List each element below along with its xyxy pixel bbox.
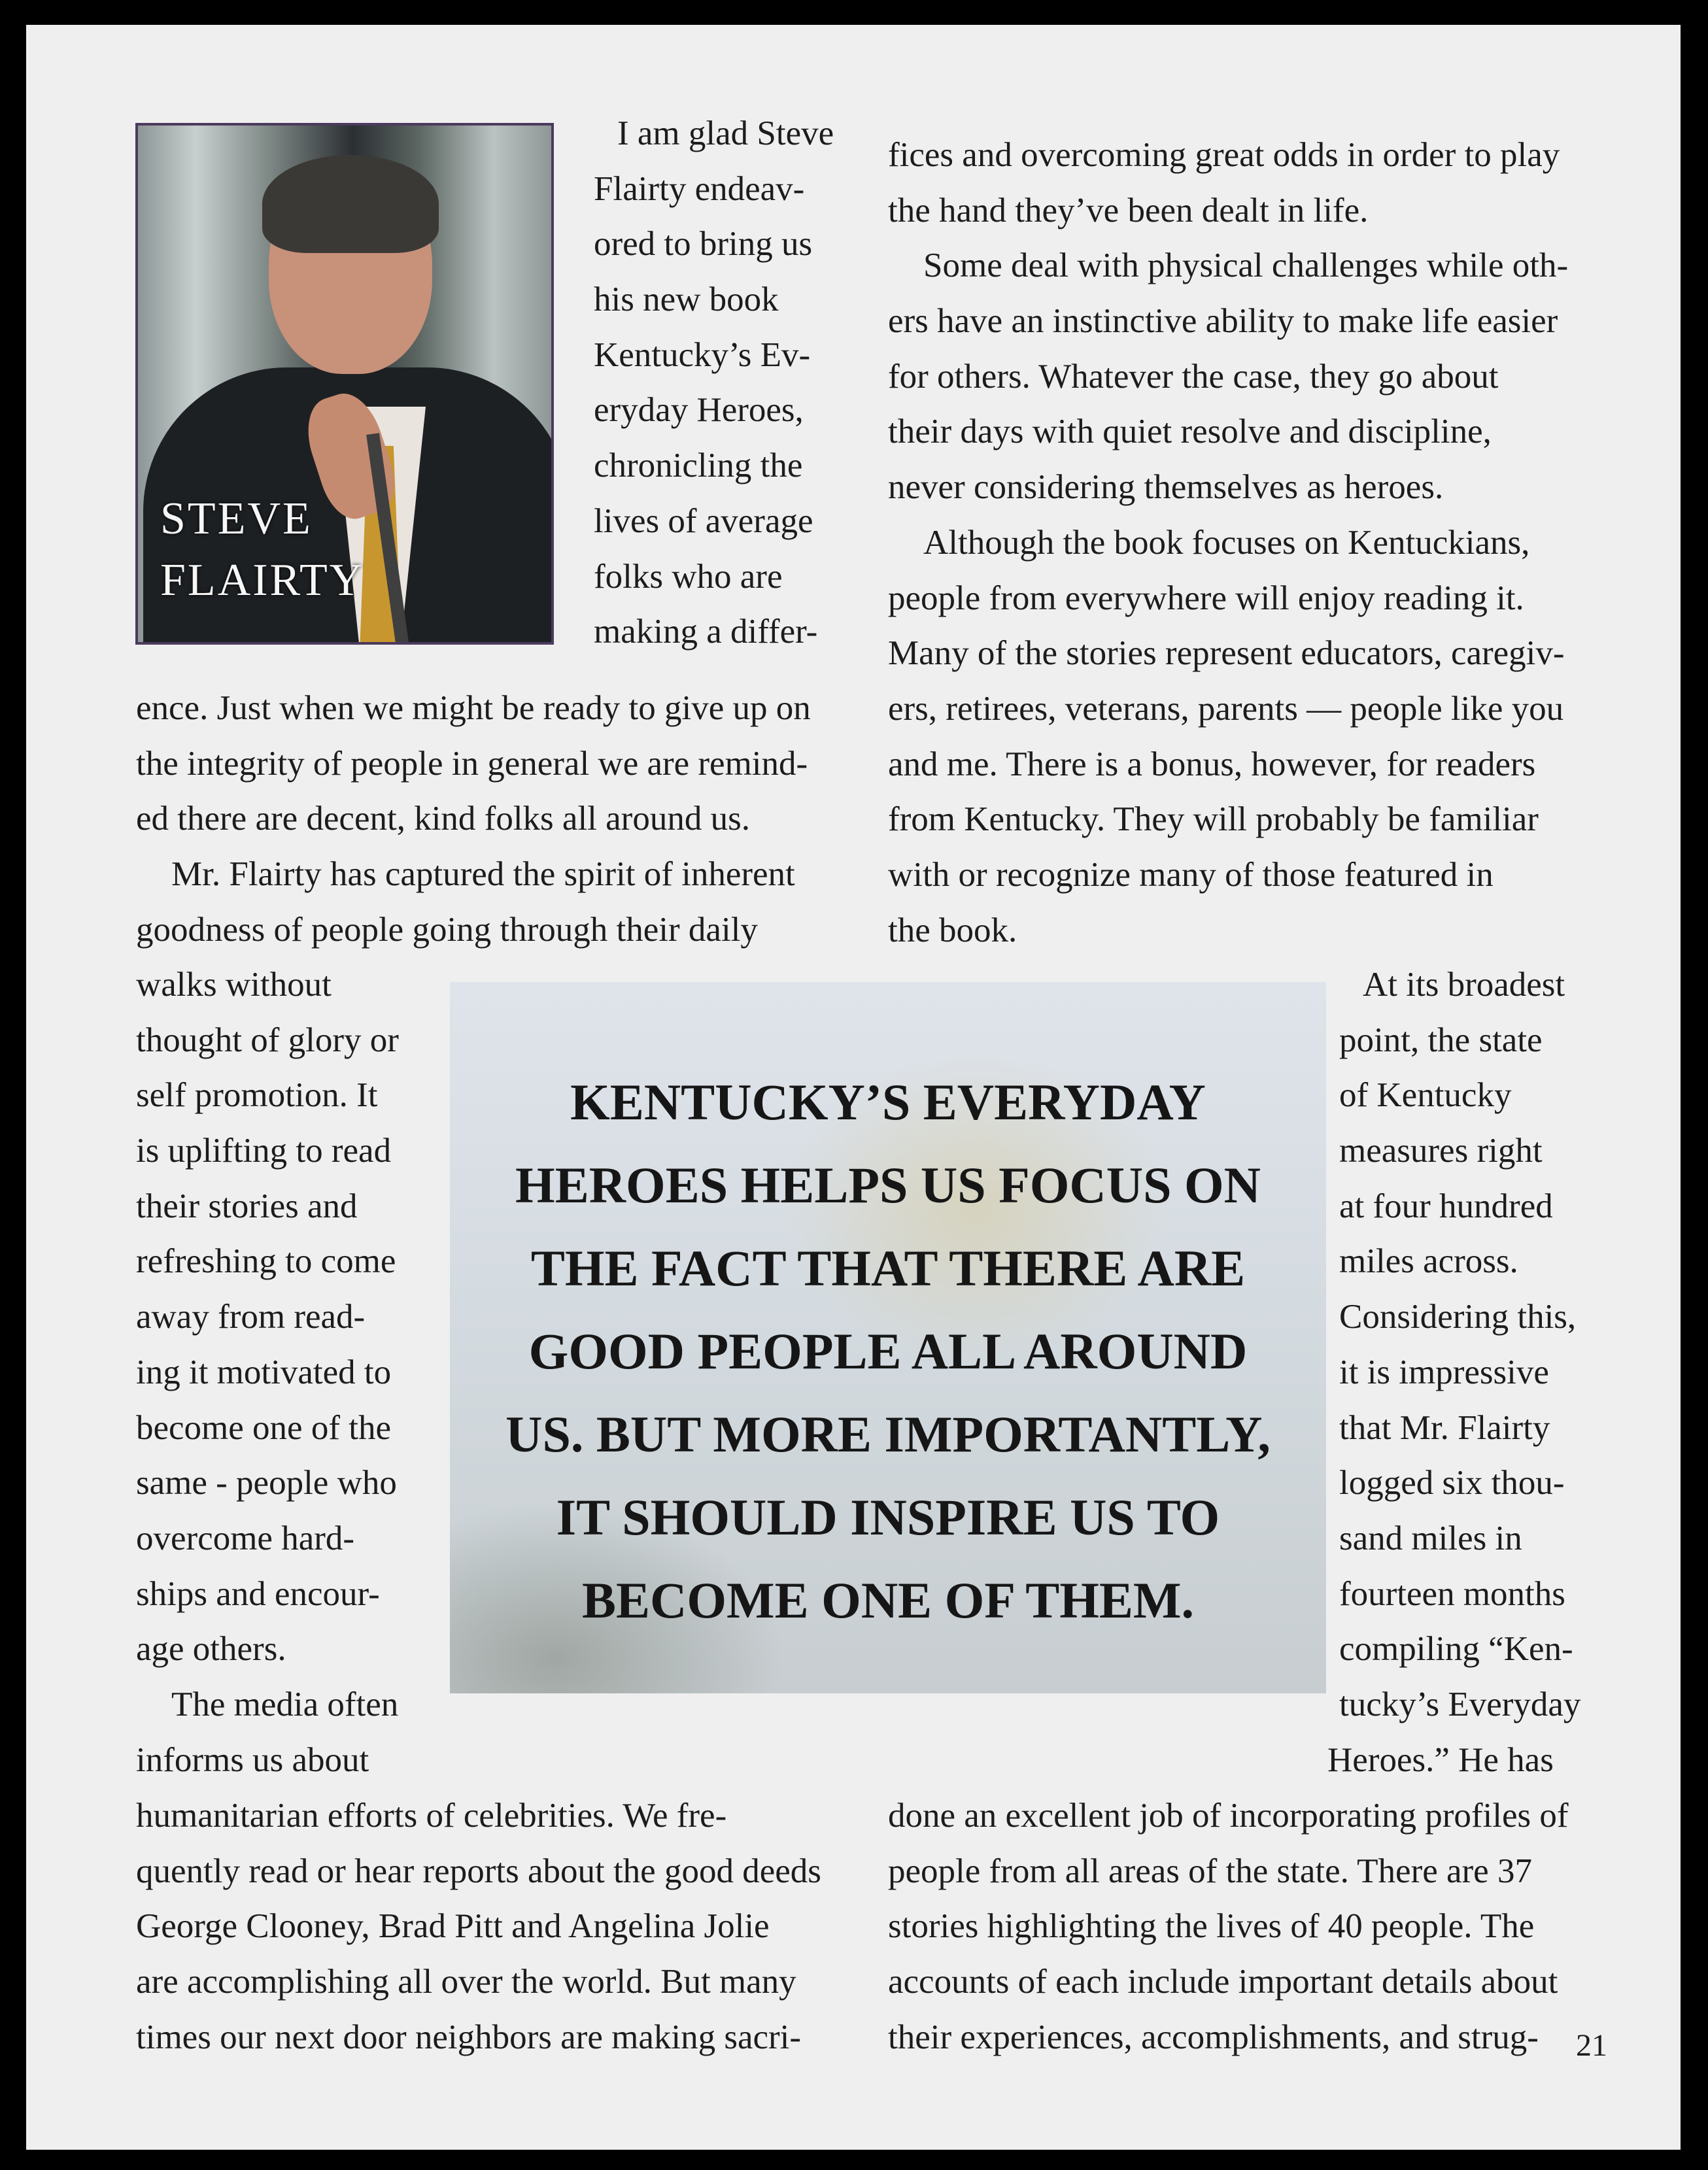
text-line: with or recognize many of those featured in bbox=[888, 855, 1494, 894]
pull-quote-line: IT SHOULD INSPIRE US TO bbox=[556, 1489, 1220, 1546]
text-line: become one of the bbox=[136, 1408, 391, 1447]
column-2-bottom bbox=[888, 1788, 1569, 2065]
text-line: compiling “Ken- bbox=[1339, 1630, 1573, 1669]
text-line: ers, retirees, veterans, parents — people like you bbox=[888, 689, 1564, 728]
text-line: Flairty endeav- bbox=[594, 169, 805, 208]
text-line: folks who are bbox=[594, 557, 783, 596]
text-line: Some deal with physical challenges while oth- bbox=[923, 246, 1569, 285]
text-line: that Mr. Flairty bbox=[1339, 1408, 1550, 1447]
text-line: Mr. Flairty has captured the spirit of inherent bbox=[171, 855, 795, 894]
text-line: fices and overcoming great odds in order to play bbox=[888, 136, 1560, 174]
text-line: lives of average bbox=[594, 501, 813, 540]
text-line: their experiences, accomplishments, and strug- bbox=[888, 2018, 1539, 2056]
text-line: chronicling the bbox=[594, 447, 803, 485]
column-1-full-width-b bbox=[136, 1788, 821, 2065]
text-line: accounts of each include important details about bbox=[888, 1963, 1558, 2001]
text-line: is uplifting to read bbox=[136, 1132, 392, 1170]
column-1-full-width-a bbox=[136, 681, 811, 957]
pull-quote-line: HEROES HELPS US FOCUS ON bbox=[515, 1157, 1261, 1213]
author-photo bbox=[135, 123, 554, 645]
pull-quote-line: THE FACT THAT THERE ARE bbox=[530, 1240, 1246, 1297]
text-line: ored to bring us bbox=[594, 225, 813, 263]
text-line: it is impressive bbox=[1339, 1353, 1549, 1391]
text-line: informs us about bbox=[136, 1740, 369, 1779]
text-line: Although the book focuses on Kentuckians, bbox=[923, 523, 1530, 562]
text-line: ing it motivated to bbox=[136, 1353, 392, 1391]
text-line: making a differ- bbox=[594, 613, 818, 651]
text-line: done an excellent job of incorporating profiles of bbox=[888, 1797, 1569, 1835]
text-line: people from everywhere will enjoy reading it. bbox=[888, 579, 1524, 617]
text-line: The media often bbox=[171, 1685, 399, 1723]
pull-quote-line: US. BUT MORE IMPORTANTLY, bbox=[505, 1406, 1271, 1463]
text-line: self promotion. It bbox=[136, 1076, 378, 1115]
text-line: ence. Just when we might be ready to give up on bbox=[136, 689, 811, 727]
text-line: are accomplishing all over the world. But many bbox=[136, 1963, 796, 2001]
pull-quote-text bbox=[450, 1060, 1326, 1642]
caption-line-2: FLAIRTY bbox=[160, 555, 365, 605]
text-line: Heroes.” He has bbox=[1327, 1740, 1554, 1779]
text-line: quently read or hear reports about the good deeds bbox=[136, 1852, 821, 1890]
text-line: measures right bbox=[1339, 1132, 1543, 1170]
text-line: the hand they’ve been dealt in life. bbox=[888, 191, 1369, 229]
text-line: eryday Heroes, bbox=[594, 391, 804, 430]
magazine-page bbox=[26, 25, 1681, 2150]
text-line: refreshing to come bbox=[136, 1242, 396, 1281]
text-line: and me. There is a bonus, however, for readers bbox=[888, 745, 1536, 783]
text-line: the book. bbox=[888, 911, 1017, 949]
photo-hair bbox=[262, 155, 439, 253]
text-line: walks without bbox=[136, 966, 332, 1004]
text-line: logged six thou- bbox=[1339, 1464, 1565, 1502]
text-line: away from read- bbox=[136, 1298, 366, 1336]
column-2-narrow bbox=[1327, 957, 1581, 1788]
text-line: Considering this, bbox=[1339, 1298, 1577, 1336]
text-line: times our next door neighbors are making sacri- bbox=[136, 2018, 802, 2056]
caption-line-1: STEVE bbox=[160, 494, 313, 544]
text-line: the integrity of people in general we are remind- bbox=[136, 744, 808, 783]
column-1-beside-photo bbox=[594, 106, 834, 660]
pull-quote-line: GOOD PEOPLE ALL AROUND bbox=[528, 1323, 1248, 1380]
photo-caption bbox=[160, 488, 364, 611]
text-line: thought of glory or bbox=[136, 1021, 399, 1059]
text-line: stories highlighting the lives of 40 people. The bbox=[888, 1907, 1535, 1946]
text-line: same - people who bbox=[136, 1464, 397, 1502]
text-line: age others. bbox=[136, 1630, 286, 1669]
text-line: their days with quiet resolve and discipline, bbox=[888, 413, 1492, 451]
text-line: miles across. bbox=[1339, 1242, 1518, 1281]
text-line: from Kentucky. They will probably be familiar bbox=[888, 800, 1539, 839]
text-line: George Clooney, Brad Pitt and Angelina Jolie bbox=[136, 1907, 770, 1946]
column-1-narrow bbox=[136, 957, 399, 1788]
text-line: Many of the stories represent educators, caregiv- bbox=[888, 634, 1565, 673]
text-line: I am glad Steve bbox=[617, 114, 834, 152]
text-line: sand miles in bbox=[1339, 1519, 1522, 1557]
text-line: of Kentucky bbox=[1339, 1076, 1512, 1115]
text-line: at four hundred bbox=[1339, 1187, 1553, 1225]
text-line: his new book bbox=[594, 280, 779, 319]
pull-quote-box bbox=[450, 982, 1326, 1693]
column-2-top bbox=[888, 127, 1568, 958]
pull-quote-line: BECOME ONE OF THEM. bbox=[581, 1572, 1195, 1629]
text-line: goodness of people going through their daily bbox=[136, 910, 758, 949]
text-line: point, the state bbox=[1339, 1021, 1543, 1059]
text-line: fourteen months bbox=[1339, 1574, 1565, 1613]
pull-quote-line: KENTUCKY’S EVERYDAY bbox=[570, 1074, 1206, 1130]
text-line: At its broadest bbox=[1363, 966, 1565, 1004]
text-line: ed there are decent, kind folks all around us. bbox=[136, 800, 750, 838]
page-number: 21 bbox=[1576, 2028, 1607, 2063]
text-line: tucky’s Everyday bbox=[1339, 1685, 1581, 1723]
text-line: overcome hard- bbox=[136, 1519, 355, 1557]
text-line: humanitarian efforts of celebrities. We fre- bbox=[136, 1797, 727, 1835]
text-line: Kentucky’s Ev- bbox=[594, 335, 811, 374]
text-line: ships and encour- bbox=[136, 1574, 380, 1613]
text-line: people from all areas of the state. There are 37 bbox=[888, 1852, 1532, 1890]
text-line: never considering themselves as heroes. bbox=[888, 468, 1444, 507]
text-line: for others. Whatever the case, they go about bbox=[888, 357, 1499, 396]
text-line: their stories and bbox=[136, 1187, 358, 1225]
text-line: ers have an instinctive ability to make life easier bbox=[888, 302, 1558, 341]
